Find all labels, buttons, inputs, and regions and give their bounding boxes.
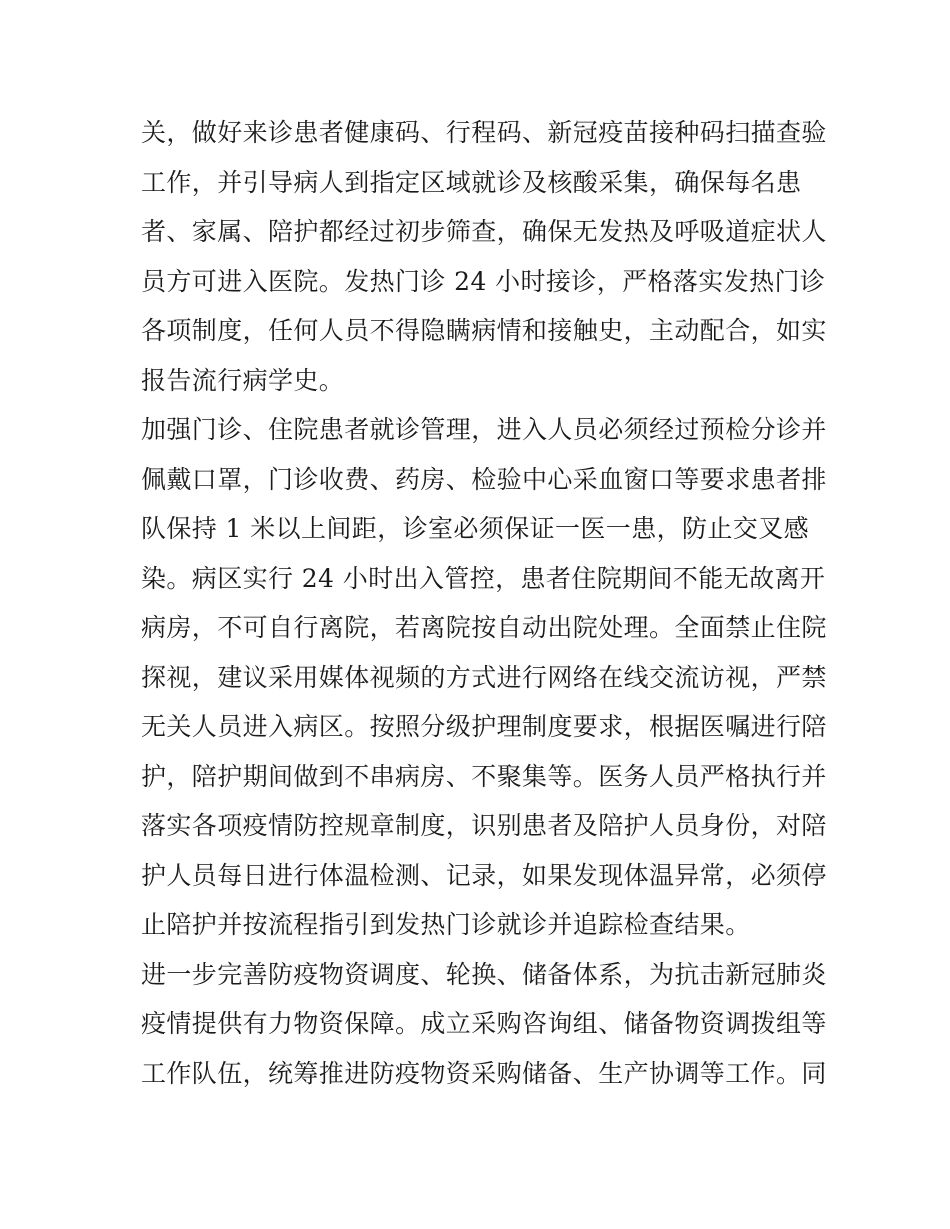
text-line: 无关人员进入病区。按照分级护理制度要求，根据医嘱进行陪 — [141, 712, 827, 741]
text-line: 护人员每日进行体温检测、记录，如果发现体温异常，必须停 — [141, 860, 827, 890]
text-line: 落实各项疫情防控规章制度，识别患者及陪护人员身份，对陪 — [141, 811, 827, 840]
text-line: 者、家属、陪护都经过初步筛查，确保无发热及呼吸道症状人 — [141, 217, 827, 246]
body-text — [141, 108, 827, 1098]
text-line: 关，做好来诊患者健康码、行程码、新冠疫苗接种码扫描查验 — [141, 118, 827, 147]
text-line: 员方可进入医院。发热门诊 24 小时接诊，严格落实发热门诊 — [141, 266, 826, 296]
text-line: 染。病区实行 24 小时出入管控，患者住院期间不能无故离开 — [141, 563, 826, 593]
text-line: 加强门诊、住院患者就诊管理，进入人员必须经过预检分诊并 — [141, 415, 827, 444]
text-line: 工作，并引导病人到指定区域就诊及核酸采集，确保每名患 — [141, 167, 802, 197]
text-line: 疫情提供有力物资保障。成立采购咨询组、储备物资调拨组等 — [141, 1009, 827, 1038]
text-line: 佩戴口罩，门诊收费、药房、检验中心采血窗口等要求患者排 — [141, 464, 827, 494]
text-line: 报告流行病学史。 — [141, 365, 345, 395]
text-line: 队保持 1 米以上间距，诊室必须保证一医一患，防止交叉感 — [141, 514, 810, 543]
text-line: 护，陪护期间做到不串病房、不聚集等。医务人员严格执行并 — [141, 761, 827, 791]
text-line: 探视，建议采用媒体视频的方式进行网络在线交流访视，严禁 — [141, 662, 827, 692]
text-line: 病房，不可自行离院，若离院按自动出院处理。全面禁止住院 — [141, 613, 827, 642]
text-line: 止陪护并按流程指引到发热门诊就诊并追踪检查结果。 — [141, 910, 751, 939]
text-line: 工作队伍，统筹推进防疫物资采购储备、生产协调等工作。同 — [141, 1058, 827, 1088]
text-line: 各项制度，任何人员不得隐瞒病情和接触史，主动配合，如实 — [141, 316, 827, 345]
text-line: 进一步完善防疫物资调度、轮换、储备体系，为抗击新冠肺炎 — [141, 959, 827, 989]
